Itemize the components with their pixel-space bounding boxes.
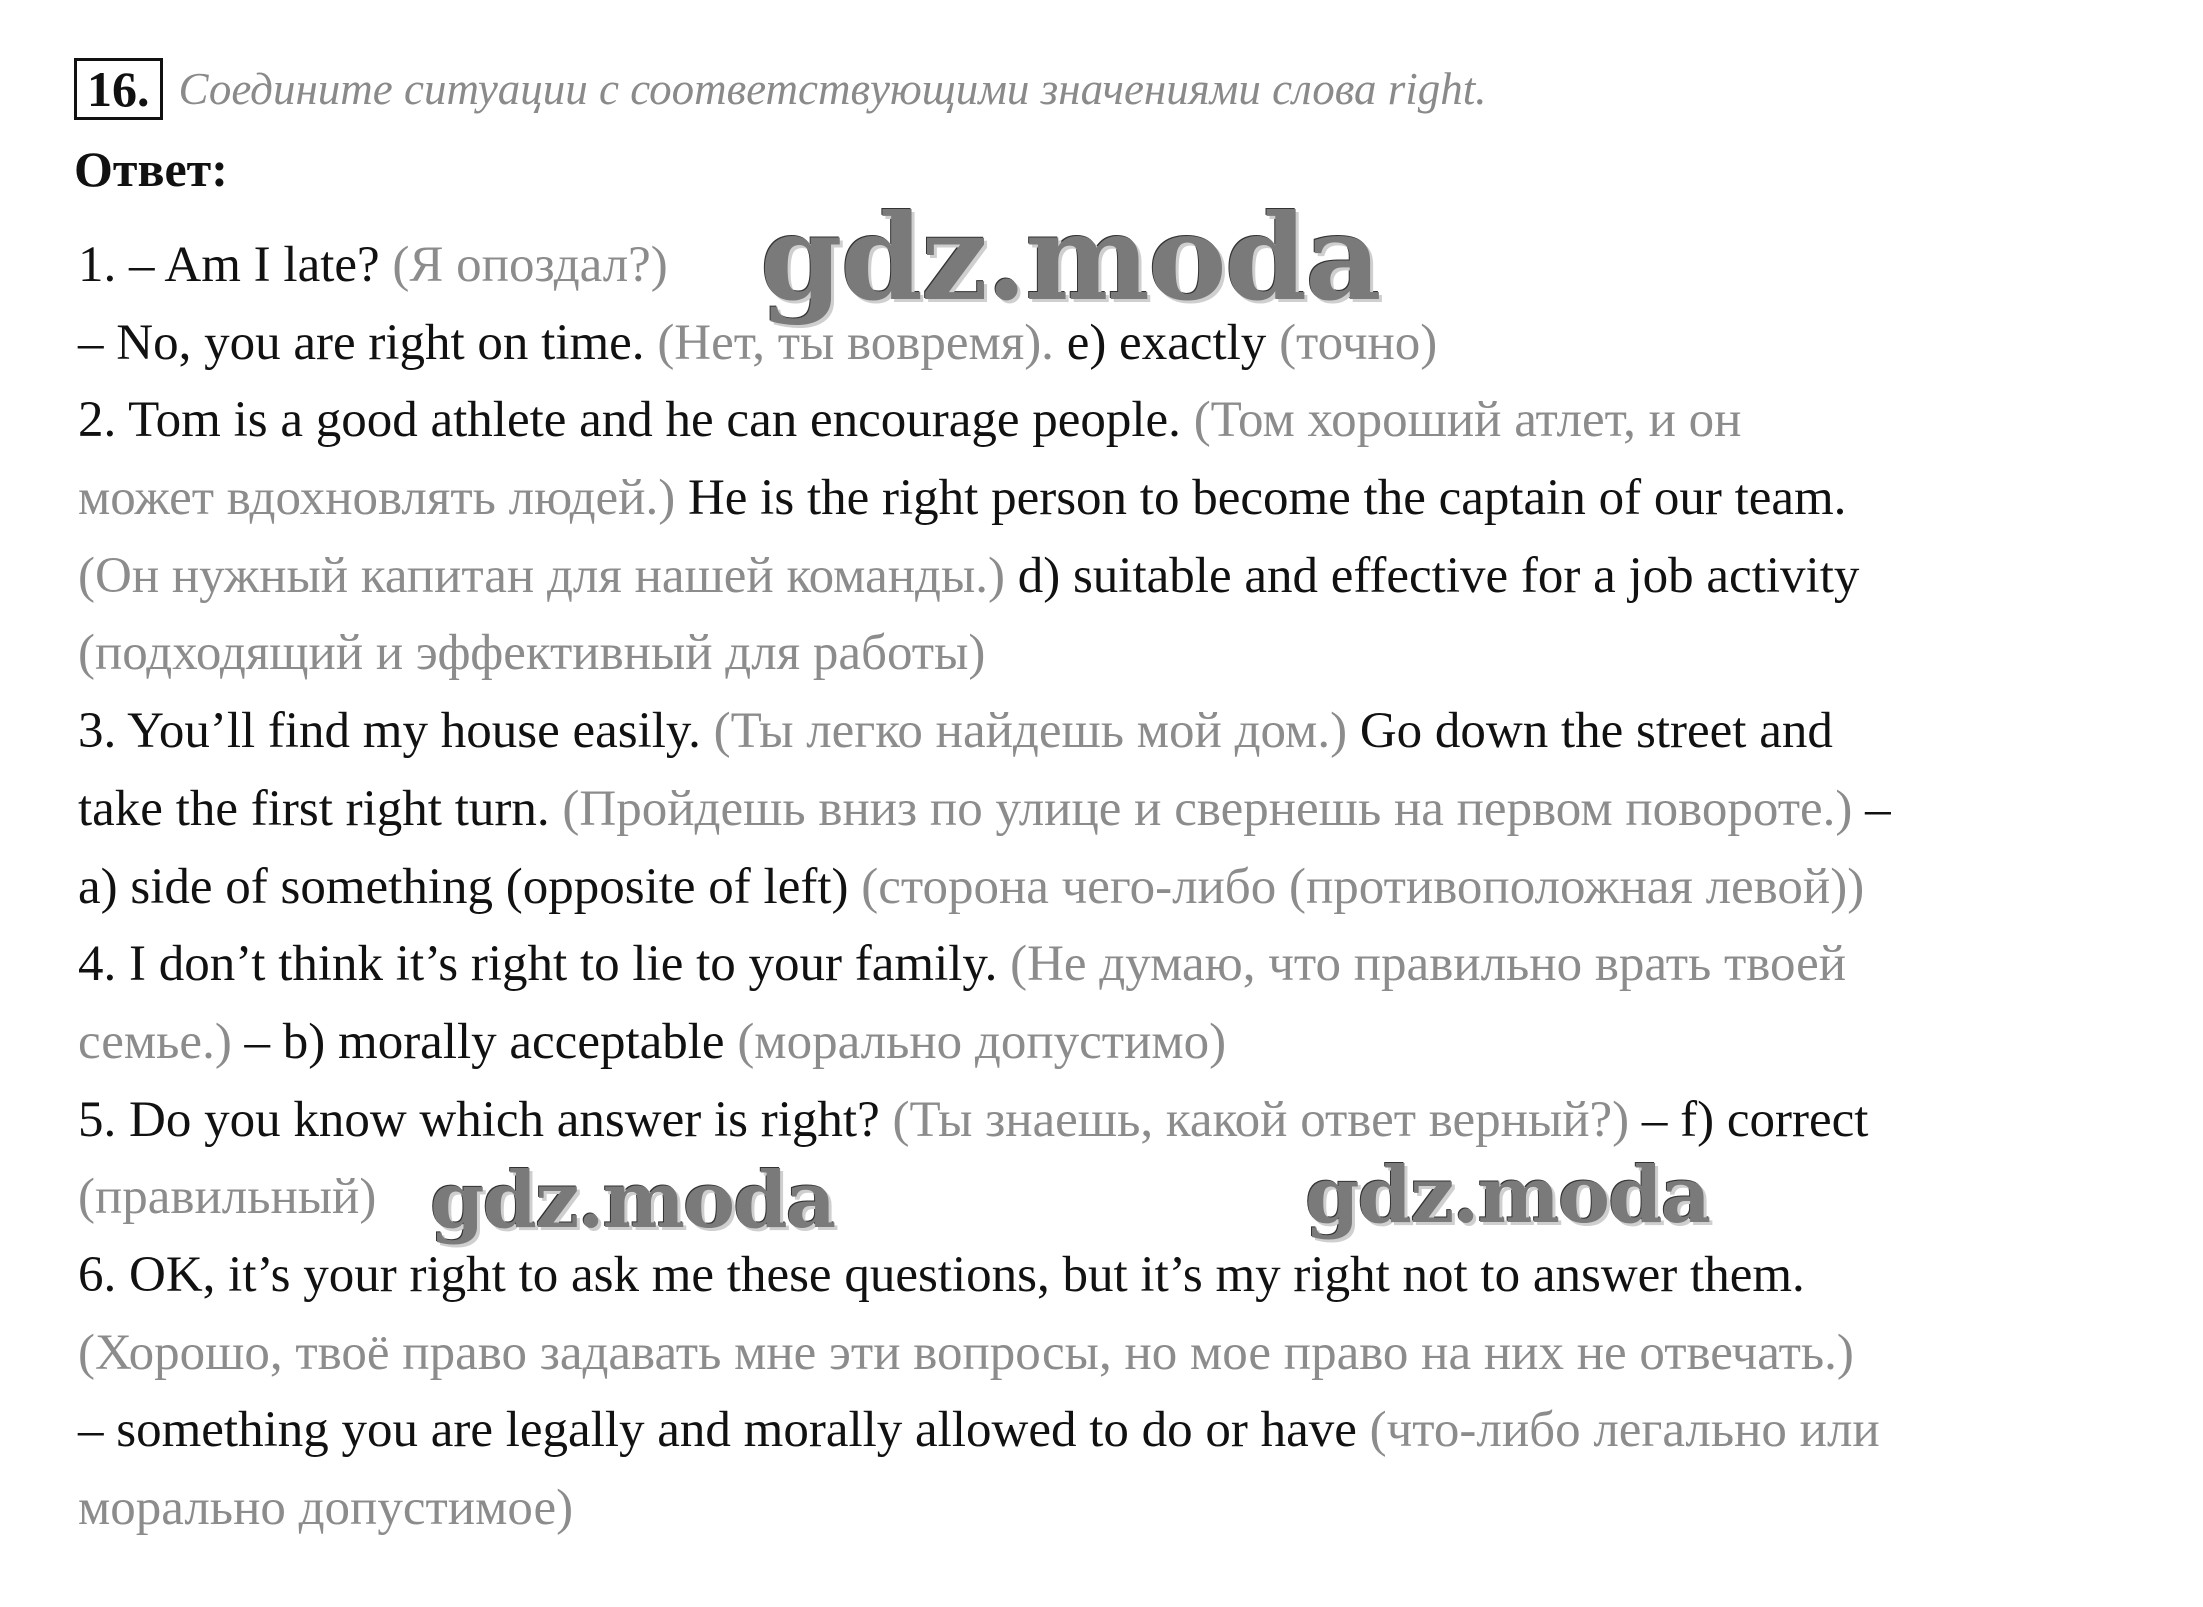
english-text: a) side of something (opposite of left) [78, 858, 862, 915]
answer-line [78, 771, 2168, 849]
answer-line [78, 1470, 2168, 1548]
translation-text: (Нет, ты вовремя). [657, 314, 1054, 371]
answer-line [78, 849, 2168, 927]
english-text: He is the right person to become the captain of our team. [687, 470, 1847, 527]
answer-line [78, 926, 2168, 1004]
translation-text: (Он нужный капитан для нашей команды.) [78, 547, 1018, 604]
translation-text: (Не думаю, что правильно врать твоей [1010, 936, 1847, 993]
english-text: – No, you are right on time. [78, 314, 658, 371]
translation-text: (точно) [1279, 314, 1438, 371]
answer-label: Ответ: [74, 141, 228, 197]
english-text: – b) morally acceptable [244, 1013, 738, 1070]
translation-text: (Я опоздал?) [392, 237, 668, 293]
english-text: take the first right turn. [78, 780, 563, 837]
translation-text: (подходящий и эффективный для работы) [78, 625, 986, 682]
answer-line [78, 1004, 2168, 1082]
english-text: 4. I don’t think it’s right to lie to your family. [78, 936, 1011, 993]
english-text: – f) correct [1641, 1091, 1869, 1148]
exercise-number: 16. [74, 58, 163, 120]
answer-line [78, 460, 2168, 538]
translation-text: может вдохновлять людей.) [78, 470, 688, 527]
task-instruction: Соедините ситуации с соответствующими значениями слова right. [178, 64, 1487, 114]
answer-line [78, 538, 2168, 616]
english-text: e) exactly [1053, 314, 1280, 371]
english-text: 6. OK, it’s your right to ask me these questions, but it’s my right not to answer them. [78, 1246, 1805, 1303]
answer-content [78, 227, 2168, 1548]
translation-text: (что-либо легально или [1369, 1402, 1880, 1459]
answer-line [78, 615, 2168, 693]
watermark-logo: gdz.moda [1305, 1150, 1710, 1241]
translation-text: (Ты знаешь, какой ответ верный?) [892, 1091, 1642, 1148]
translation-text: (Хорошо, твоё право задавать мне эти вопросы, но мое право на них не отвечать.) [78, 1324, 1854, 1381]
translation-text: (правильный) [78, 1169, 377, 1226]
english-text: d) suitable and effective for a job activity [1017, 547, 1860, 604]
english-text: – [1865, 780, 1891, 837]
answer-line [78, 1082, 2168, 1160]
english-text: 3. You’ll find my house easily. [78, 703, 714, 760]
translation-text: (Ты легко найдешь мой дом.) [713, 703, 1360, 760]
english-text: 5. Do you know which answer is right? [78, 1091, 893, 1148]
watermark-logo: gdz.moda [760, 188, 1380, 327]
translation-text: (морально допустимо) [737, 1013, 1227, 1070]
answer-line [78, 693, 2168, 771]
watermark-logo: gdz.moda [430, 1155, 835, 1246]
translation-text: (Том хороший атлет, и он [1193, 392, 1742, 449]
translation-text: (сторона чего-либо (противоположная левой)) [861, 858, 1865, 915]
translation-text: (Пройдешь вниз по улице и свернешь на первом повороте.) [562, 780, 1866, 837]
translation-text: семье.) [78, 1013, 245, 1070]
exercise-header [74, 58, 1487, 120]
english-text: 1. – Am I late? [78, 237, 393, 293]
answer-line [78, 1315, 2168, 1393]
english-text: – something you are legally and morally allowed to do or have [78, 1402, 1370, 1459]
translation-text: морально допустимое) [78, 1480, 574, 1536]
answer-line [78, 1159, 2168, 1237]
answer-line [78, 382, 2168, 460]
answer-line [78, 1237, 2168, 1315]
answer-line [78, 1392, 2168, 1470]
english-text: 2. Tom is a good athlete and he can encourage people. [78, 392, 1194, 449]
english-text: Go down the street and [1359, 703, 1833, 760]
